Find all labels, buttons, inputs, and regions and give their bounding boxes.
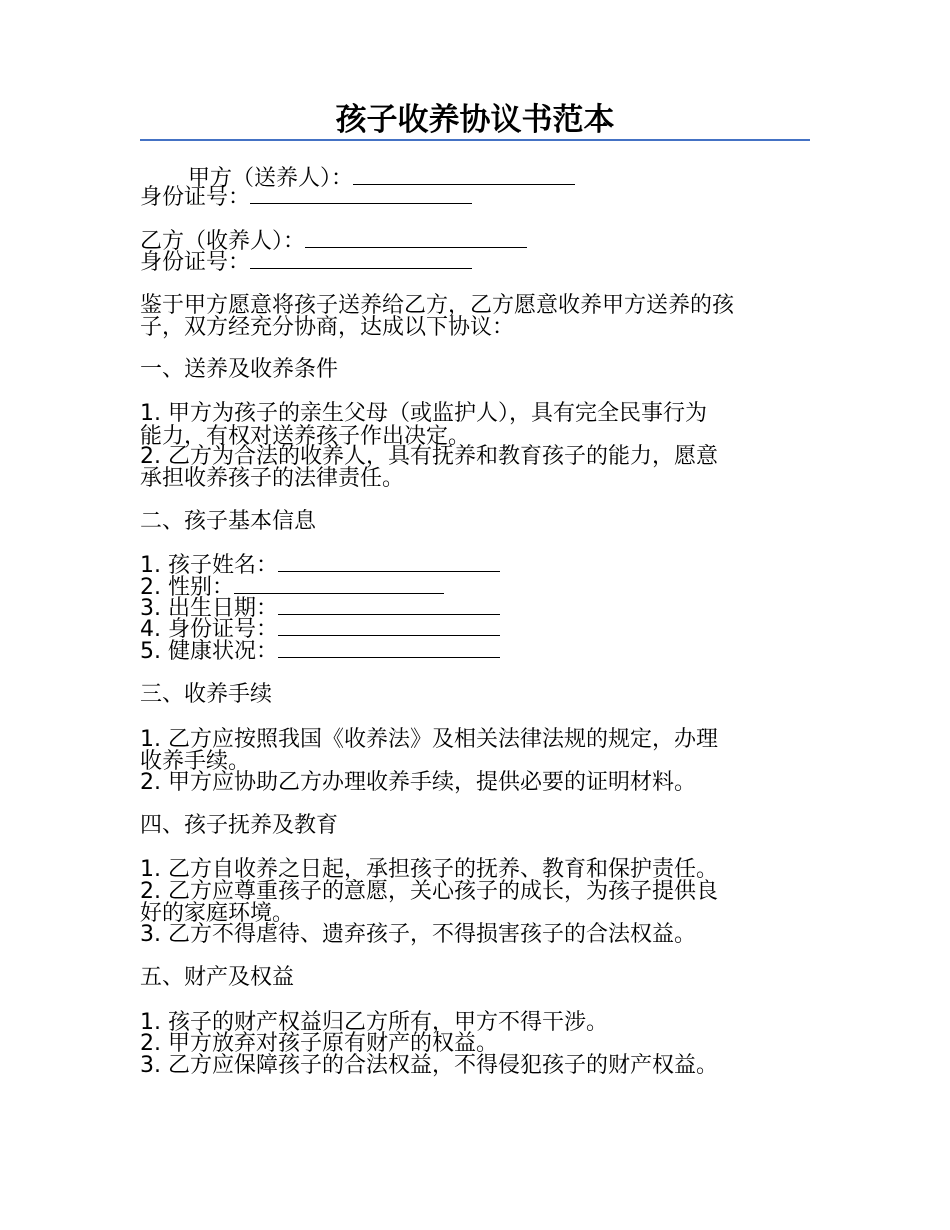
clause-line: 3. 乙方应保障孩子的合法权益，不得侵犯孩子的财产权益。 [140,1053,718,1078]
preamble-line: 子，双方经充分协商，达成以下协议： [140,315,515,340]
party-a-id-line [140,185,472,211]
party-a-blank[interactable] [353,166,575,185]
clause-line: 能力，有权对送养孩子作出决定。 [140,424,471,449]
clause-line: 1. 孩子的财产权益归乙方所有，甲方不得干涉。 [140,1010,608,1035]
clause-line: 2. 甲方放弃对孩子原有财产的权益。 [140,1031,498,1056]
clause-line: 3. 乙方不得虐待、遗弃孩子，不得损害孩子的合法权益。 [140,922,696,947]
clause-line: 承担收养孩子的法律责任。 [140,466,405,491]
section-heading: 一、送养及收养条件 [140,357,339,382]
info-field [140,639,500,665]
clause-line: 1. 乙方应按照我国《收养法》及相关法律法规的规定，办理 [140,727,718,752]
clause-line: 1. 甲方为孩子的亲生父母（或监护人），具有完全民事行为 [140,401,707,426]
info-field-label: 1. 孩子姓名： [140,553,278,578]
clause-line: 好的家庭环境。 [140,901,295,926]
party-a-id-label: 身份证号： [140,185,251,210]
title-underline [140,139,810,141]
clause-line: 2. 乙方应尊重孩子的意愿，关心孩子的成长，为孩子提供良 [140,879,718,904]
section-heading: 四、孩子抚养及教育 [140,813,339,838]
child-birthdate-blank[interactable] [278,596,500,615]
child-gender-blank[interactable] [234,575,444,594]
clause-line: 收养手续。 [140,749,251,774]
preamble-line: 鉴于甲方愿意将孩子送养给乙方，乙方愿意收养甲方送养的孩 [140,293,735,318]
info-field-label: 3. 出生日期： [140,596,278,621]
party-a-label: 甲方（送养人）： [188,166,354,191]
clause-line: 2. 甲方应协助乙方办理收养手续，提供必要的证明材料。 [140,770,696,795]
info-field-label: 2. 性别： [140,575,234,600]
clause-line: 2. 乙方为合法的收养人，具有抚养和教育孩子的能力，愿意 [140,444,718,469]
party-b-id-line [140,250,472,276]
child-name-blank[interactable] [278,553,500,572]
child-id-blank[interactable] [278,617,500,636]
section-heading: 三、收养手续 [140,682,273,707]
document-title: 孩子收养协议书范本 [335,102,615,138]
section-heading: 五、财产及权益 [140,965,295,990]
child-health-blank[interactable] [278,639,500,658]
info-field-label: 4. 身份证号： [140,617,278,642]
clause-line: 1. 乙方自收养之日起，承担孩子的抚养、教育和保护责任。 [140,857,718,882]
party-b-blank[interactable] [305,229,527,248]
party-b-label: 乙方（收养人）： [140,229,306,254]
info-field-label: 5. 健康状况： [140,639,278,664]
party-b-id-blank[interactable] [250,250,472,269]
party-b-id-label: 身份证号： [140,250,251,275]
section-heading: 二、孩子基本信息 [140,509,317,534]
party-a-id-blank[interactable] [250,185,472,204]
